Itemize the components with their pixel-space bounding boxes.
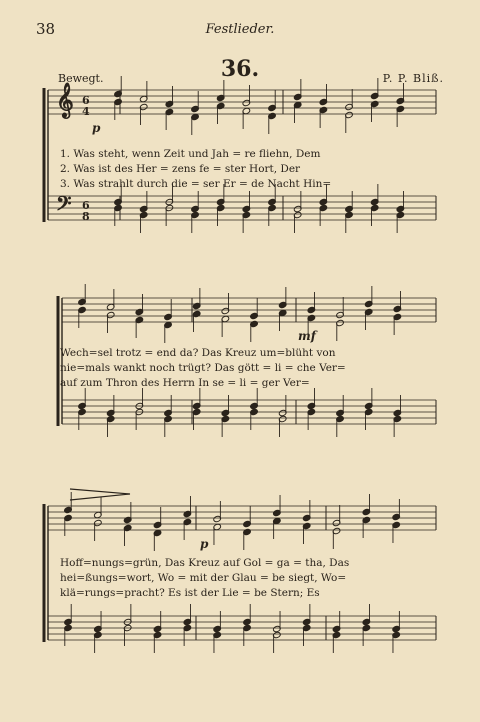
time-signature-top: 6: [82, 199, 90, 212]
composer-credit: P. P. Bliß.: [382, 72, 444, 85]
page-number: 38: [36, 20, 56, 38]
time-signature-bottom: 8: [82, 210, 90, 223]
hymn-number: 36.: [220, 56, 260, 82]
treble-clef-icon: 𝄞: [56, 83, 74, 118]
tempo-marking: Bewegt.: [58, 72, 104, 85]
dynamic-marking: mf: [298, 329, 316, 343]
running-title: Festlieder.: [205, 22, 275, 37]
dynamic-marking: p: [92, 121, 101, 135]
time-signature-top: 6: [82, 94, 90, 107]
bass-clef-icon: 𝄢: [56, 191, 72, 220]
accent-hairpin: [70, 489, 130, 500]
time-signature-bottom: 4: [82, 105, 90, 118]
dynamic-marking: p: [200, 537, 209, 551]
hymn-page: 38 Festlieder. 36. Bewegt. P. P. Bliß. 1. Was steht, wenn Zeit und Jah = re fliehn, Dem 2. Was ist des Her = zens fe = ster Hort, Der 3. Was strahlt durch die = ser Er = de Nacht Hin= Wech=sel trotz = end da? Das Kreuz um=blüht von nie=mals wankt noch trügt? Das gött = li = che Ver= auf zum Thron des Herrn In se = li = ger Ver= Hoff=nungs=grün, Das Kreuz auf Gol = ga = tha, Das hei=ßungs=wort, Wo = mit der Glau = be siegt, Wo= klä=rungs=pracht? Es ist der Lie = be Stern; Es 𝄞 𝄢 6 4 6 8 p mf p: [0, 0, 480, 722]
